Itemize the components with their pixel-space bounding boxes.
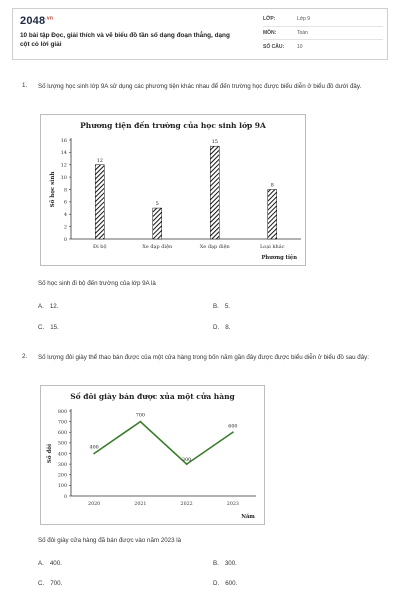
x-tick-label: 2021 [134,502,147,507]
meta-value: Lớp 9 [297,16,311,23]
option-value: 700. [50,580,63,587]
chart-1-svg [41,115,307,267]
option-value: 600. [225,580,238,587]
option-2c[interactable] [38,580,62,587]
document-title: 10 bài tập Đọc, giải thích và vẽ biểu đồ tần số dạng đoạn thẳng, dạng cột cỏ lời giải [20,32,230,48]
data-point [232,431,234,433]
x-tick-label: Loại khác [259,244,285,250]
y-tick-label: 0 [63,494,67,500]
meta-value: Toán [297,29,308,36]
option-value: 15. [50,324,59,331]
x-axis-label: Năm [241,514,255,520]
x-tick-label: Xe đạp điện [142,244,173,250]
y-tick-label: 200 [57,473,67,479]
option-1b[interactable] [213,303,230,310]
y-tick-label: 4 [63,212,67,219]
y-tick-label: 12 [60,162,67,169]
bar-data-label: 8 [270,182,274,189]
y-tick-label: 100 [57,484,67,490]
meta-row-class [263,13,383,27]
logo-text: 2048 [20,15,46,27]
chart-1-title: Phương tiện đến trường của học sinh lớp 9A [80,121,266,130]
y-tick-label: 600 [57,431,67,437]
option-label: B. [213,560,219,567]
meta-key: LỚP: [263,16,276,23]
meta-key: SỐ CÂU: [263,43,285,50]
x-tick-label: 2022 [180,502,193,507]
x-tick-label: Xe đạp điện [199,244,230,250]
data-point [93,453,95,455]
y-tick-label: 700 [57,420,67,426]
option-label: C. [38,580,45,587]
option-2b[interactable] [213,560,237,567]
chart-2-title: Số đôi giày bán được xủa một cửa hàng [70,392,235,401]
chart-2-frame [40,385,265,525]
y-tick-label: 2 [63,224,67,231]
y-tick-label: 6 [63,199,67,206]
y-tick-label: 300 [57,462,67,468]
question-2-subquestion: Số đôi giày cửa hàng đã bán được vào năm 2023 là [38,537,182,544]
y-tick-label: 16 [60,137,67,144]
option-value: 8. [225,324,231,331]
data-point [139,421,141,423]
option-1d[interactable] [213,324,230,331]
y-axis-label: Số học sinh [50,171,56,208]
y-tick-label: 800 [57,409,67,415]
option-2a[interactable] [38,560,62,567]
meta-value: 10 [297,43,303,50]
question-2-text: Số lượng đôi giày thể thao bán được của một cửa hàng trong bốn năm gần đây được được biểu diễn ở biểu đồ sau đây: [38,354,369,361]
document-header [12,8,388,60]
option-value: 12. [49,303,59,310]
meta-key: MÔN: [263,29,277,36]
y-tick-label: 8 [63,187,67,194]
series-line [94,422,233,465]
bar [153,208,162,239]
logo-suffix: .vn [45,15,54,22]
option-label: A. [38,303,44,310]
question-1-text: Số lượng học sinh lớp 9A sử dụng các phương tiện khác nhau để đến trường học được biểu diễn ở biểu đồ dưới đây. [38,83,362,90]
x-tick-label: 2020 [88,502,101,507]
site-logo[interactable] [20,15,53,27]
question-1-number: 1. [22,82,28,89]
meta-row-count [263,40,383,54]
y-tick-label: 10 [60,174,67,181]
y-tick-label: 0 [63,236,67,243]
option-1a[interactable] [38,303,58,310]
bar-data-label: 5 [155,201,159,208]
y-tick-label: 14 [60,150,67,157]
option-value: 300. [224,560,237,567]
bar-data-label: 12 [96,157,103,164]
x-axis-label: Phương tiện [261,255,297,261]
chart-1-frame [40,114,306,266]
option-label: A. [38,560,44,567]
question-2-number: 2. [22,353,28,360]
x-tick-label: 2023 [226,502,239,507]
chart-2-svg [41,386,266,526]
question-1-subquestion: Số học sinh đi bộ đến trường của lớp 9A là [38,280,156,287]
bar [95,165,104,239]
y-tick-label: 500 [57,441,67,447]
option-2d[interactable] [213,580,237,587]
option-label: D. [213,324,220,331]
bar-data-label: 15 [211,139,218,146]
x-tick-label: Đi bộ [93,244,107,250]
bar [210,146,219,239]
meta-row-subject [263,27,383,41]
option-1c[interactable] [38,324,59,331]
option-value: 400. [49,560,62,567]
option-value: 5. [224,303,231,310]
meta-table [263,13,383,54]
data-point [186,463,188,465]
point-data-label: 700 [135,413,145,419]
y-axis-label: Số đôi [47,443,53,464]
y-tick-label: 400 [57,452,67,458]
option-label: C. [38,324,45,331]
bar [268,190,277,240]
point-data-label: 600 [228,424,238,430]
option-label: B. [213,303,219,310]
point-data-label: 400 [89,445,99,451]
point-data-label: 300 [182,458,192,464]
option-label: D. [213,580,220,587]
